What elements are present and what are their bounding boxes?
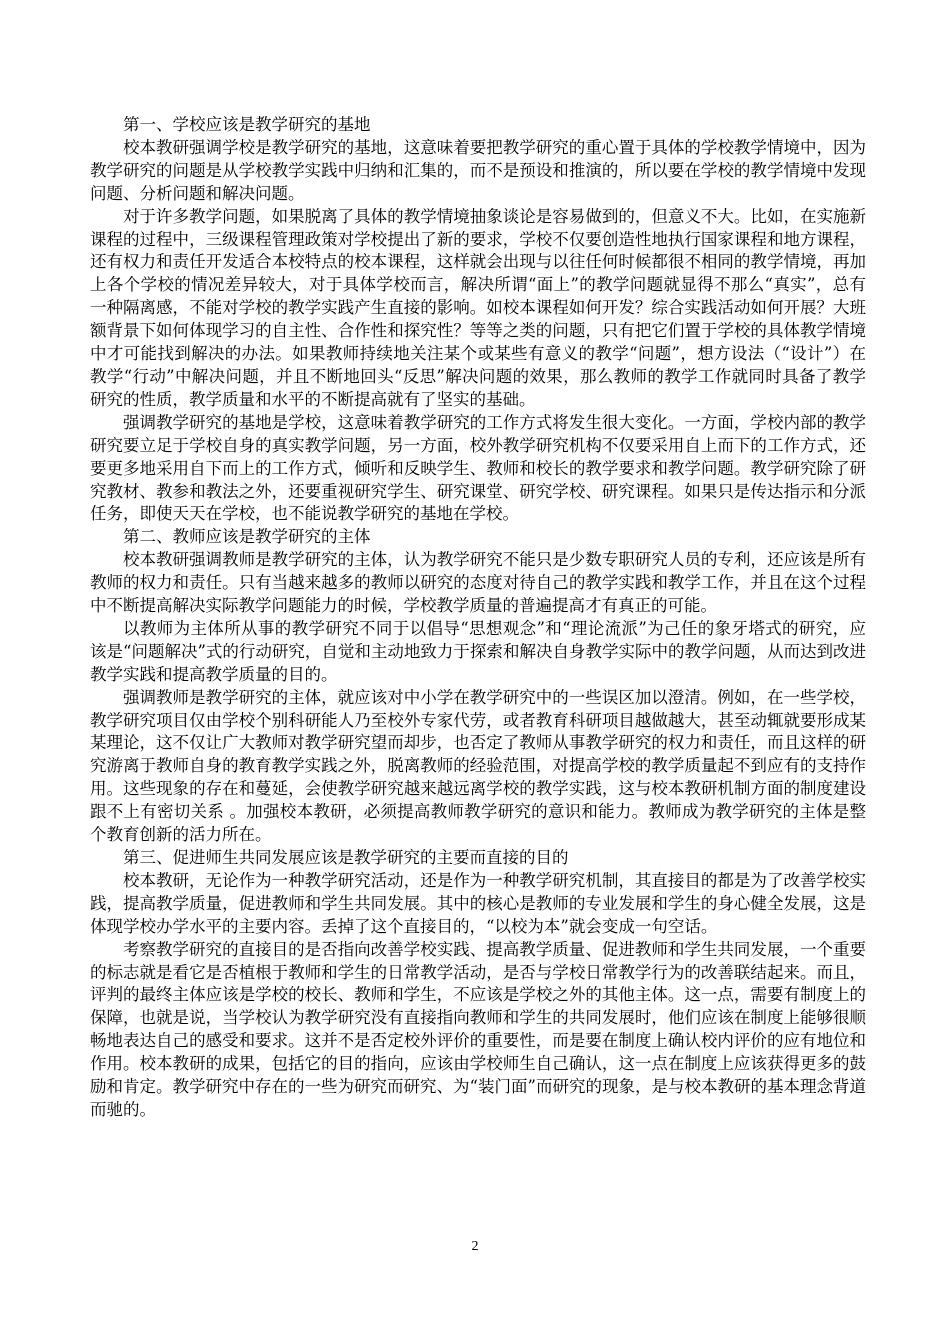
paragraph: 对于许多教学问题，如果脱离了具体的教学情境抽象谈论是容易做到的，但意义不大。比如，在实施新课程的过程中，三级课程管理政策对学校提出了新的要求，学校不仅要创造性地执行国家课程和地方课程，还有权力和责任开发适合本校特点的校本课程，这样就会出现与以往任何时候都很不相同的教学情境，再加上各个学校的情况差异较大，对于具体学校而言，解决所谓“面上”的教学问题就显得不那么“真实”，总有一种隔离感，不能对学校的教学实践产生直接的影响。如校本课程如何开发？综合实践活动如何开展？大班额背景下如何体现学习的自主性、合作性和探究性？等等之类的问题，只有把它们置于学校的具体教学情境中才可能找到解决的办法。如果教师持续地关注某个或某些有意义的教学“问题”，想方设法（“设计”）在教学“行动”中解决问题，并且不断地回头“反思”解决问题的效果，那么教师的教学工作就同时具备了教学研究的性质，教学质量和水平的不断提高就有了坚实的基础。 (90, 206, 866, 409)
paragraph: 校本教研，无论作为一种教学研究活动，还是作为一种教学研究机制，其直接目的都是为了改善学校实践，提高教学质量，促进教师和学生共同发展。其中的核心是教师的专业发展和学生的身心健全发展，这是体现学校办学水平的主要内容。丢掉了这个直接目的，“以校为本”就会变成一句空话。 (90, 870, 866, 936)
paragraph: 考察教学研究的直接目的是否指向改善学校实践、提高教学质量、促进教师和学生共同发展，一个重要的标志就是看它是否植根于教师和学生的日常教学活动，是否与学校日常教学行为的改善联结起来。而且，评判的最终主体应该是学校的校长、教师和学生，不应该是学校之外的其他主体。这一点，需要有制度上的保障，也就是说，当学校认为教学研究没有直接指向教师和学生的共同发展时，他们应该在制度上能够很顺畅地表达自己的感受和要求。这并不是否定校外评价的重要性，而是要在制度上确认校内评价的应有地位和作用。校本教研的成果，包括它的目的指向，应该由学校师生自己确认，这一点在制度上应该获得更多的鼓励和肯定。教学研究中存在的一些为研究而研究、为“装门面”而研究的现象，是与校本教研的基本理念背道而驰的。 (90, 939, 866, 1119)
section-heading-3: 第三、促进师生共同发展应该是教学研究的主要而直接的目的 (123, 848, 569, 867)
page-number: 2 (471, 1239, 479, 1254)
section-heading-2: 第二、教师应该是教学研究的主体 (123, 527, 371, 547)
paragraph: 强调教师是教学研究的主体，就应该对中小学在教学研究中的一些误区加以澄清。例如，在一些学校，教学研究项目仅由学校个别科研能人乃至校外专家代劳，或者教育科研项目越做越大，甚至动辄就要形成某某理论，这不仅让广大教师对教学研究望而却步，也否定了教师从事教学研究的权力和责任，而且这样的研究游离于教师自身的教育教学实践之外，脱离教师的经验范围，对提高学校的教学质量起不到应有的支持作用。这些现象的存在和蔓延，会使教学研究越来越远离学校的教学实践，这与校本教研机制方面的制度建设跟不上有密切关系 。加强校本教研，必须提高教师教学研究的意识和能力。教师成为教学研究的主体是整个教育创新的活力所在。 (90, 687, 866, 845)
paragraph: 校本教研强调教师是教学研究的主体，认为教学研究不能只是少数专职研究人员的专利，还应该是所有教师的权力和责任。只有当越来越多的教师以研究的态度对待自己的教学实践和教学工作，并且在这个过程中不断提高解决实际教学问题能力的时候，学校教学质量的普遍提高才有真正的可能。 (90, 550, 866, 616)
section-heading-1: 第一、学校应该是教学研究的基地 (123, 115, 371, 134)
paragraph: 以教师为主体所从事的教学研究不同于以倡导“思想观念”和“理论流派”为己任的象牙塔式的研究，应该是“问题解决”式的行动研究，自觉和主动地致力于探索和解决自身教学实际中的教学问题，从而达到改进教学实践和提高教学质量的目的。 (90, 618, 866, 684)
paragraph: 强调教学研究的基地是学校，这意味着教学研究的工作方式将发生很大变化。一方面，学校内部的教学研究要立足于学校自身的真实教学问题，另一方面，校外教学研究机构不仅要采用自上而下的工作方式，还要更多地采用自下而上的工作方式，倾听和反映学生、教师和校长的教学要求和教学问题。教学研究除了研究教材、教参和教法之外，还要重视研究学生、研究课堂、研究学校、研究课程。如果只是传达指示和分派任务，即使天天在学校，也不能说教学研究的基地在学校。 (90, 412, 866, 524)
document-body (90, 114, 866, 1122)
paragraph: 校本教研强调学校是教学研究的基地，这意味着要把教学研究的重心置于具体的学校教学情境中，因为教学研究的问题是从学校教学实践中归纳和汇集的，而不是预设和推演的，所以要在学校的教学情境中发现问题、分析问题和解决问题。 (90, 137, 866, 203)
